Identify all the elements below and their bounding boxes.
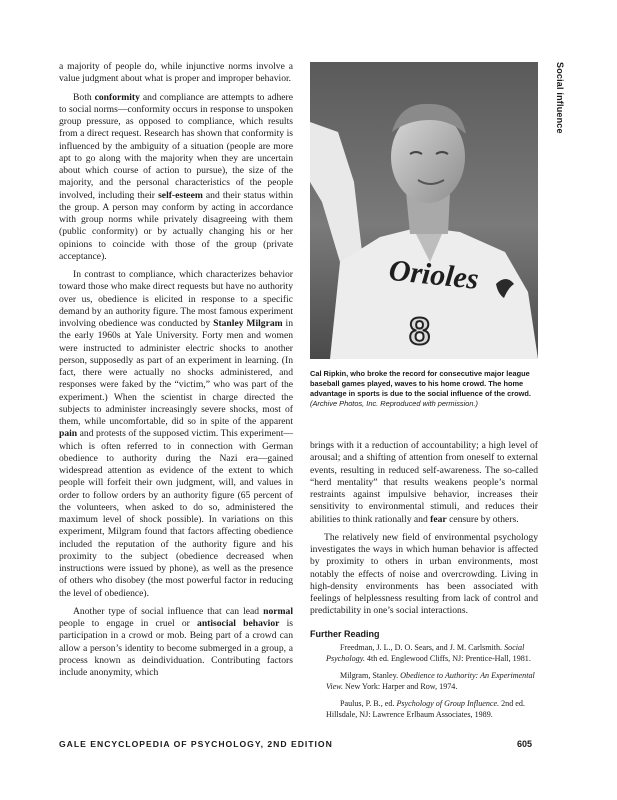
ref-publisher: 4th ed. Englewood Cliffs, NJ: Prentice-Hall, 1981.	[364, 653, 531, 663]
caption-credit: (Archive Photos, Inc. Reproduced with permission.)	[310, 399, 479, 408]
running-header-text: Social influence	[555, 62, 565, 134]
text-run: Another type of social influence that can lead	[73, 605, 264, 617]
photo-cal-ripken	[310, 62, 538, 359]
text-run: and compliance are attempts to adhere to social norms—conformity occurs in response to unspoken group pressure, as opposed to compliance, which results from a direct request. Research has shown that conformity is influenced by the ambiguity of a situation (people are more apt to go along with the majority when they are uncertain about which course of action to pursue), the size of the majority, and the personal characteristics of the people involved, including their	[59, 91, 293, 201]
jersey-number: 8	[409, 311, 431, 353]
term-fear[interactable]: fear	[430, 513, 447, 525]
ref-authors: Freedman, J. L., D. O. Sears, and J. M. Carlsmith.	[340, 642, 505, 652]
text-run: In contrast to compliance, which characterizes behavior toward those who make direct requests but have no authority over us, obedience is elicited in response to a specific demand by an authority figure. The most famous experiment involving obedience was conducted by	[59, 269, 293, 329]
footer-title: GALE ENCYCLOPEDIA OF PSYCHOLOGY, 2ND EDITION	[59, 739, 333, 749]
text-run: is participation in a crowd or mob. Being part of a crowd can allow a person’s identity to become submerged in a group, a process known as deindividuation. Contributing factors include anonymity, which	[59, 618, 293, 678]
ref-title: Obedience to Authority: An Experimental View.	[326, 670, 535, 691]
paragraph-crowd	[59, 606, 293, 680]
text-run: brings with it a reduction of accountability; a high level of arousal; and a shifting of attention from oneself to external events, resulting in reduced self-awareness. The so-called “herd mentality” that results weakens people’s normal restraints against impulsive behavior, increases their sensitivity to environmental stimuli, and reduces their abilities to think rationally and	[310, 440, 538, 525]
text-run: Both	[73, 91, 95, 103]
term-normal[interactable]: normal	[263, 605, 293, 617]
ref-publisher: 2nd ed. Hillsdale, NJ: Lawrence Erlbaum Associates, 1989.	[326, 698, 525, 719]
ref-authors: Milgram, Stanley.	[340, 670, 401, 680]
photo-caption	[310, 369, 538, 409]
term-pain[interactable]: pain	[59, 428, 78, 440]
ref-title: Social Psychology.	[326, 642, 525, 663]
photo-illustration	[310, 62, 538, 359]
further-reading-heading: Further Reading	[310, 628, 380, 639]
text-run: people to engage in cruel or	[59, 618, 198, 629]
right-column	[310, 440, 538, 726]
reference-item	[310, 698, 538, 720]
page-number: 605	[517, 739, 533, 749]
reference-item	[310, 670, 538, 692]
ref-publisher: New York: Harper and Row, 1974.	[343, 681, 458, 691]
term-self-esteem[interactable]: self-esteem	[158, 189, 203, 201]
running-header	[553, 62, 567, 172]
text-run: and protests of the supposed victim. This experiment—which is often referred to in connection with German obedience to authority during the Nazi era—gained widespread attention as evidence of the extent to which people will forfeit their own judgment, will, and values in order to follow orders by an authority figure (65 percent of the volunteers, when asked to do so, administered the maximum level of shock possible). In variations on this experiment, Milgram found that factors affecting obedience included the reputation of the authority figure and his proximity to the subject (obedience decreased when instructions were issued by phone), as well as the presence of others who disobey (the most powerful factor in reducing the level of obedience).	[59, 428, 293, 599]
ref-title: Psychology of Group Influence.	[396, 698, 500, 708]
left-column	[59, 61, 293, 685]
caption-text: Cal Ripkin, who broke the record for consecutive major league baseball games played, waves to his home crowd. The home advantage in sports is due to the social influence of the crowd.	[310, 369, 531, 398]
reference-item	[310, 642, 538, 664]
term-antisocial-behavior[interactable]: antisocial behavior	[197, 618, 280, 629]
jersey-script: Orioles	[387, 253, 481, 296]
text-run: and their status within the group. A person may conform by acting in accordance with group norms while privately disagreeing with them (public conformity) or by actually changing his or her opinions to coincide with those of the group (private acceptance).	[59, 189, 293, 262]
ref-authors: Paulus, P. B., ed.	[340, 698, 397, 708]
text-run: in the early 1960s at Yale University. Forty men and women were instructed to administer electric shocks to another person, supposedly as part of an experiment in learning. (In fact, there were actually no shocks administered, and responses were faked by the “victim,” who was part of the experiment.) When the scientist in charge directed the subjects to administer increasingly severe shocks, most of them, while uncomfortable, did so in spite of the apparent	[59, 318, 293, 427]
term-stanley-milgram[interactable]: Stanley Milgram	[213, 318, 283, 329]
text-run: censure by others.	[446, 513, 519, 525]
paragraph-conformity	[59, 92, 293, 264]
paragraph-norms: a majority of people do, while injunctive norms involve a value judgment about what is proper and improper behavior.	[59, 61, 293, 85]
paragraph-obedience	[59, 269, 293, 600]
paragraph-deindividuation	[310, 440, 538, 526]
term-conformity[interactable]: conformity	[94, 91, 140, 103]
paragraph-environmental-psychology: The relatively new field of environmental psychology investigates the ways in which human behavior is affected by proximity to others in urban environments, most notably the effects of noise and overcrowding. Living in high-density environments has been associated with feelings of helplessness resulting from lack of control and predictability in one’s social interactions.	[310, 531, 538, 617]
